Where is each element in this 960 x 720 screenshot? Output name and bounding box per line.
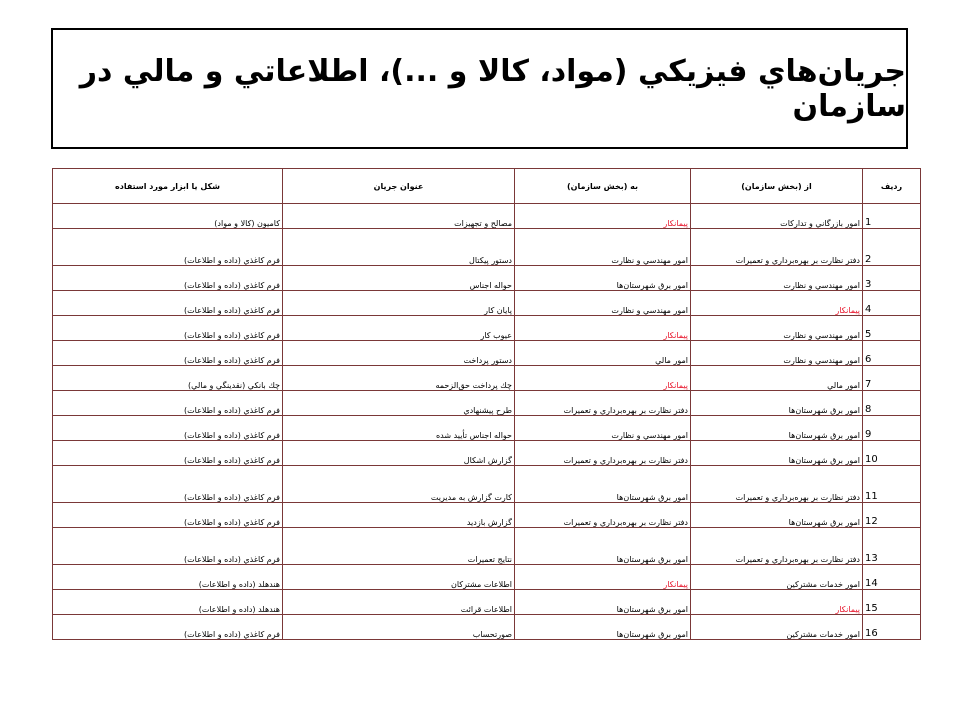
- header-to: به (بخش سازمان): [515, 169, 691, 204]
- cell-form: فرم كاغذي (داده و اطلاعات): [53, 528, 283, 565]
- cell-to: امور برق شهرستان‌ها: [515, 528, 691, 565]
- cell-form: فرم كاغذي (داده و اطلاعات): [53, 503, 283, 528]
- cell-to: پيمانكار: [515, 316, 691, 341]
- cell-subject: مصالح و تجهيزات: [283, 204, 515, 229]
- cell-from: امور برق شهرستان‌ها: [691, 441, 863, 466]
- cell-subject: دستور پيكتال: [283, 229, 515, 266]
- cell-subject: گزارش اشكال: [283, 441, 515, 466]
- cell-subject: طرح پيشنهادي: [283, 391, 515, 416]
- cell-from: پيمانكار: [691, 291, 863, 316]
- cell-to: امور مالي: [515, 341, 691, 366]
- cell-subject: نتايج تعميرات: [283, 528, 515, 565]
- cell-subject: اطلاعات مشتركان: [283, 565, 515, 590]
- cell-index: 8: [863, 391, 921, 416]
- table-row: [53, 341, 921, 366]
- cell-index: 7: [863, 366, 921, 391]
- cell-index: 12: [863, 503, 921, 528]
- table-row: [53, 229, 921, 266]
- cell-form: فرم كاغذي (داده و اطلاعات): [53, 341, 283, 366]
- header-from: از (بخش سازمان): [691, 169, 863, 204]
- cell-subject: اطلاعات قرائت: [283, 590, 515, 615]
- table-row: [53, 366, 921, 391]
- cell-form: فرم كاغذي (داده و اطلاعات): [53, 316, 283, 341]
- cell-index: 11: [863, 466, 921, 503]
- cell-form: فرم كاغذي (داده و اطلاعات): [53, 266, 283, 291]
- cell-index: 9: [863, 416, 921, 441]
- cell-form: هندهلد (داده و اطلاعات): [53, 565, 283, 590]
- table-row: [53, 590, 921, 615]
- cell-index: 14: [863, 565, 921, 590]
- cell-index: 15: [863, 590, 921, 615]
- cell-from: امور مهندسي و نظارت: [691, 316, 863, 341]
- cell-from: دفتر نظارت بر بهره‌برداري و تعميرات: [691, 229, 863, 266]
- cell-form: فرم كاغذي (داده و اطلاعات): [53, 416, 283, 441]
- table-row: [53, 503, 921, 528]
- cell-to: امور مهندسي و نظارت: [515, 416, 691, 441]
- cell-index: 4: [863, 291, 921, 316]
- title-box: [51, 28, 908, 149]
- cell-to: دفتر نظارت بر بهره‌برداري و تعميرات: [515, 503, 691, 528]
- cell-from: دفتر نظارت بر بهره‌برداري و تعميرات: [691, 466, 863, 503]
- cell-form: فرم كاغذي (داده و اطلاعات): [53, 615, 283, 640]
- table-row: [53, 565, 921, 590]
- table-row: [53, 441, 921, 466]
- cell-subject: حواله اجناس تأييد شده: [283, 416, 515, 441]
- cell-subject: صورتحساب: [283, 615, 515, 640]
- cell-index: 6: [863, 341, 921, 366]
- cell-subject: پايان كار: [283, 291, 515, 316]
- table-header-row: [53, 169, 921, 204]
- cell-from: امور مهندسي و نظارت: [691, 341, 863, 366]
- cell-from: امور برق شهرستان‌ها: [691, 391, 863, 416]
- table-row: [53, 466, 921, 503]
- table-row: [53, 528, 921, 565]
- cell-to: پيمانكار: [515, 204, 691, 229]
- cell-from: دفتر نظارت بر بهره‌برداري و تعميرات: [691, 528, 863, 565]
- cell-form: فرم كاغذي (داده و اطلاعات): [53, 441, 283, 466]
- cell-to: پيمانكار: [515, 565, 691, 590]
- cell-to: دفتر نظارت بر بهره‌برداري و تعميرات: [515, 441, 691, 466]
- cell-to: امور مهندسي و نظارت: [515, 291, 691, 316]
- cell-from: امور خدمات مشتركين: [691, 615, 863, 640]
- cell-subject: گزارش بازديد: [283, 503, 515, 528]
- cell-to: امور برق شهرستان‌ها: [515, 590, 691, 615]
- header-index: رديف: [863, 169, 921, 204]
- cell-to: دفتر نظارت بر بهره‌برداري و تعميرات: [515, 391, 691, 416]
- table-row: [53, 391, 921, 416]
- table-row: [53, 266, 921, 291]
- cell-to: امور برق شهرستان‌ها: [515, 266, 691, 291]
- cell-to: امور برق شهرستان‌ها: [515, 466, 691, 503]
- cell-to: امور برق شهرستان‌ها: [515, 615, 691, 640]
- cell-to: امور مهندسي و نظارت: [515, 229, 691, 266]
- cell-from: امور خدمات مشتركين: [691, 565, 863, 590]
- cell-from: امور برق شهرستان‌ها: [691, 503, 863, 528]
- cell-subject: دستور پرداخت: [283, 341, 515, 366]
- page-title: جريان‌هاي فيزيكي (مواد، كالا و ...)، اطلاعاتي و مالي در سازمان: [79, 53, 906, 124]
- cell-form: هندهلد (داده و اطلاعات): [53, 590, 283, 615]
- cell-from: امور مهندسي و نظارت: [691, 266, 863, 291]
- cell-from: امور بازرگاني و تداركات: [691, 204, 863, 229]
- cell-index: 3: [863, 266, 921, 291]
- cell-from: امور برق شهرستان‌ها: [691, 416, 863, 441]
- table-row: [53, 316, 921, 341]
- cell-to: پيمانكار: [515, 366, 691, 391]
- cell-subject: عيوب كار: [283, 316, 515, 341]
- cell-subject: چك پرداخت حق‌الزحمه: [283, 366, 515, 391]
- cell-index: 5: [863, 316, 921, 341]
- cell-form: چك بانكي (نقدينگي و مالي): [53, 366, 283, 391]
- table-row: [53, 615, 921, 640]
- cell-index: 10: [863, 441, 921, 466]
- header-form: شكل يا ابزار مورد استفاده: [53, 169, 283, 204]
- cell-subject: كارت گزارش به مديريت: [283, 466, 515, 503]
- cell-subject: حواله اجناس: [283, 266, 515, 291]
- table-row: [53, 204, 921, 229]
- header-subject: عنوان جريان: [283, 169, 515, 204]
- table-row: [53, 291, 921, 316]
- cell-index: 16: [863, 615, 921, 640]
- flows-table: [52, 168, 921, 640]
- cell-index: 1: [863, 204, 921, 229]
- cell-form: فرم كاغذي (داده و اطلاعات): [53, 466, 283, 503]
- cell-from: پيمانكار: [691, 590, 863, 615]
- cell-form: فرم كاغذي (داده و اطلاعات): [53, 229, 283, 266]
- cell-index: 2: [863, 229, 921, 266]
- cell-form: فرم كاغذي (داده و اطلاعات): [53, 291, 283, 316]
- table-row: [53, 416, 921, 441]
- cell-form: كاميون (كالا و مواد): [53, 204, 283, 229]
- cell-from: امور مالي: [691, 366, 863, 391]
- cell-form: فرم كاغذي (داده و اطلاعات): [53, 391, 283, 416]
- cell-index: 13: [863, 528, 921, 565]
